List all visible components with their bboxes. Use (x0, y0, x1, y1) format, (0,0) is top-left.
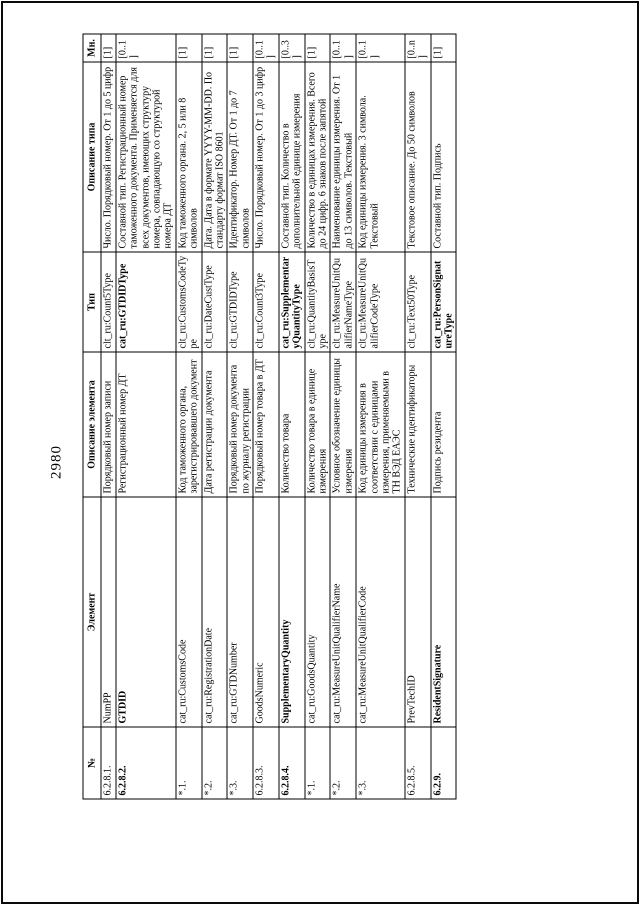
cell-element: cat_ru:MeasureUnitQualifierCode (356, 497, 405, 727)
table-row (431, 34, 457, 799)
cell-element-desc: Порядковый номер товара в ДТ (253, 352, 279, 497)
table-row (101, 34, 115, 799)
cell-element-desc: Количество товара в единице измерения (305, 352, 331, 497)
cell-multiplicity: [1] (431, 34, 457, 62)
cell-num: 6.2.8.5. (405, 727, 431, 799)
table-row (116, 34, 176, 799)
cell-num: 6.2.8.4. (279, 727, 305, 799)
header-element: Элемент (83, 497, 101, 727)
cell-multiplicity: [0..1] (253, 34, 279, 62)
cell-num: *.2. (202, 727, 228, 799)
cell-type-desc: Составной тип. Количество в дополнительной единице измерения (279, 62, 305, 252)
cell-multiplicity: [1] (202, 34, 228, 62)
cell-multiplicity: [0..3] (279, 34, 305, 62)
cell-element: PrevTechID (405, 497, 431, 727)
cell-num: *.2. (330, 727, 356, 799)
cell-element: GoodsNumeric (253, 497, 279, 727)
cell-multiplicity: [1] (176, 34, 202, 62)
table-row (176, 34, 202, 799)
cell-element: cat_ru:MeasureUnitQualifierName (330, 497, 356, 727)
table-row (253, 34, 279, 799)
cell-type: clt_ru:Count5Type (101, 252, 115, 352)
cell-element-desc: Подпись резидента (431, 352, 457, 497)
cell-element-desc: Условное обозначение единицы измерения (330, 352, 356, 497)
cell-type: clt_ru:GTDIDType (227, 252, 253, 352)
rotated-landscape-content (41, 35, 601, 800)
cell-num: *.3. (356, 727, 405, 799)
cell-num: *.1. (305, 727, 331, 799)
cell-type-desc: Составной тип. Регистрационный номер таможенного документа. Применяется для всех документов, имеющих структуру номера, совпадающую со структурой номера ДТ (116, 62, 176, 252)
cell-multiplicity: [0..1] (356, 34, 405, 62)
table-row (330, 34, 356, 799)
cell-element-desc: Порядковый номер документа по журналу регистрации (227, 352, 253, 497)
cell-type-desc: Код таможенного органа. 2, 5 или 8 символов (176, 62, 202, 252)
cell-num: *.1. (176, 727, 202, 799)
cell-element-desc: Порядковый номер записи (101, 352, 115, 497)
cell-type-desc: Идентификатор. Номер ДТ. От 1 до 7 символов (227, 62, 253, 252)
cell-multiplicity: [0..1] (116, 34, 176, 62)
table-row (305, 34, 331, 799)
cell-element: cat_ru:GoodsQuantity (305, 497, 331, 727)
cell-type: clt_ru:Count3Type (253, 252, 279, 352)
cell-type: cat_ru:SupplementaryQuantityType (279, 252, 305, 352)
cell-type: clt_ru:CustomsCodeType (176, 252, 202, 352)
cell-type: clt_ru:DateCustType (202, 252, 228, 352)
header-num: № (83, 727, 101, 799)
page-number: 2980 (48, 445, 65, 479)
header-type-desc: Описание типа (83, 62, 101, 252)
table-row (202, 34, 228, 799)
table-body (101, 34, 456, 799)
cell-multiplicity: [1] (305, 34, 331, 62)
header-multiplicity: Мн. (83, 34, 101, 62)
cell-type: cat_ru:PersonSignatureType (431, 252, 457, 352)
cell-element-desc: Технические идентификаторы (405, 352, 431, 497)
cell-element: NumPP (101, 497, 115, 727)
cell-type: clt_ru:Text50Type (405, 252, 431, 352)
header-type: Тип (83, 252, 101, 352)
cell-type-desc: Код единицы измерения. 3 символа. Текстовый (356, 62, 405, 252)
table-row (227, 34, 253, 799)
cell-element: ResidentSignature (431, 497, 457, 727)
cell-element-desc: Количество товара (279, 352, 305, 497)
table-row (356, 34, 405, 799)
table-header-row (83, 34, 101, 799)
cell-element: SupplementaryQuantity (279, 497, 305, 727)
cell-type-desc: Число. Порядковый номер. От 1 до 5 цифр (101, 62, 115, 252)
cell-element: GTDID (116, 497, 176, 727)
header-element-desc: Описание элемента (83, 352, 101, 497)
cell-type-desc: Наименование единицы измерения. От 1 до 13 символов. Текстовый (330, 62, 356, 252)
table-row (405, 34, 431, 799)
cell-element-desc: Код единицы измерения в соответствии с единицами измерения, применяемыми в ТН ВЭД ЕАЭС (356, 352, 405, 497)
cell-num: 6.2.8.3. (253, 727, 279, 799)
cell-element-desc: Код таможенного органа, зарегистрировавшего документ (176, 352, 202, 497)
cell-type: cat_ru:GTDIDType (116, 252, 176, 352)
cell-num: 6.2.8.2. (116, 727, 176, 799)
cell-element: cat_ru:GTDNumber (227, 497, 253, 727)
cell-type: clt_ru:MeasureUnitQualifierCodeType (356, 252, 405, 352)
cell-element-desc: Дата регистрации документа (202, 352, 228, 497)
cell-type: clt_ru:QuantityBasisType (305, 252, 331, 352)
cell-num: 6.2.8.1. (101, 727, 115, 799)
cell-element: cat_ru:RegistrationDate (202, 497, 228, 727)
cell-element-desc: Регистрационный номер ДТ (116, 352, 176, 497)
cell-multiplicity: [1] (101, 34, 115, 62)
table-row (279, 34, 305, 799)
schema-spec-table (83, 34, 457, 800)
cell-type-desc: Текстовое описание. До 50 символов (405, 62, 431, 252)
cell-num: *.3. (227, 727, 253, 799)
cell-type-desc: Составной тип. Подпись (431, 62, 457, 252)
cell-type-desc: Количество в единицах измерения. Всего до 24 цифр. 6 знаков после запятой (305, 62, 331, 252)
cell-multiplicity: [0..1] (330, 34, 356, 62)
cell-multiplicity: [1] (227, 34, 253, 62)
cell-type-desc: Дата. Дата в формате YYYY-MM-DD. По стандарту формат ISO 8601 (202, 62, 228, 252)
cell-type: clt_ru:MeasureUnitQualifierNameType (330, 252, 356, 352)
cell-num: 6.2.9. (431, 727, 457, 799)
cell-element: cat_ru:CustomsCode (176, 497, 202, 727)
cell-multiplicity: [0..n] (405, 34, 431, 62)
cell-type-desc: Число. Порядковый номер. От 1 до 3 цифр (253, 62, 279, 252)
